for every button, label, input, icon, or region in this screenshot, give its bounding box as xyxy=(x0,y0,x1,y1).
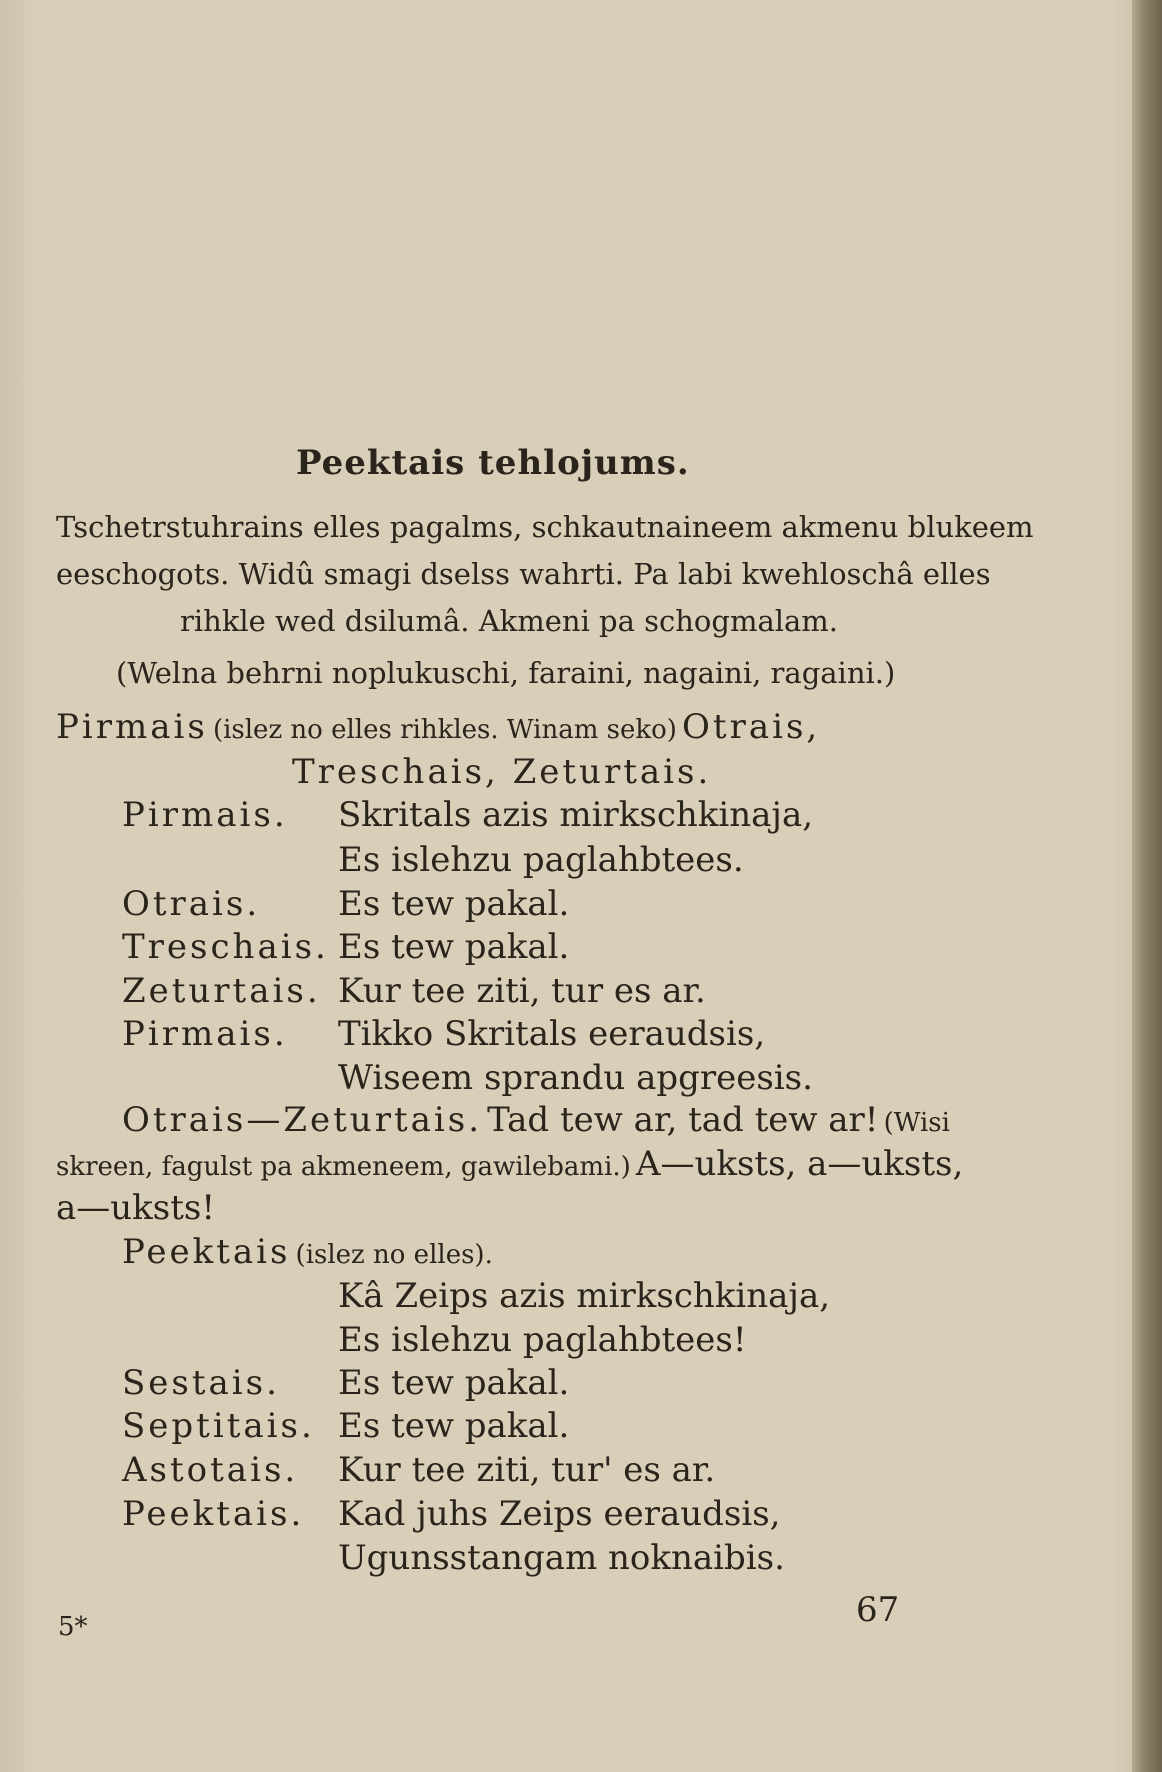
intro-line-1: Tschetrstuhrains elles pagalms, schkautnaineem akmenu blukeem xyxy=(56,510,1034,544)
speaker-name: Zeturtais. xyxy=(122,971,321,1011)
cast-line-2: Treschais, Zeturtais. xyxy=(292,752,712,792)
book-spine xyxy=(1132,0,1162,1772)
intro-line-2: eeschogots. Widû smagi dselss wahrti. Pa labi kwehloschâ elles xyxy=(56,557,991,591)
verse-line: Kad juhs Zeips eeraudsis, xyxy=(338,1494,781,1534)
speaker-name: Peektais xyxy=(122,1232,291,1272)
speaker-name: Treschais. xyxy=(122,927,329,967)
speaker-name: Otrais. xyxy=(122,884,261,924)
speaker-name: Astotais. xyxy=(122,1450,299,1490)
speaker-name: Otrais, xyxy=(682,707,821,747)
chorus-line-2 xyxy=(56,1144,963,1184)
intro-line-3: rihkle wed dsilumâ. Akmeni pa schogmalam. xyxy=(180,604,839,638)
verse-line: Kur tee ziti, tur' es ar. xyxy=(338,1450,716,1490)
verse-line: Es tew pakal. xyxy=(338,1406,570,1446)
verse-line: Es tew pakal. xyxy=(338,927,570,967)
verse-line: Wiseem sprandu apgreesis. xyxy=(338,1058,813,1098)
verse-line: Skritals azis mirkschkinaja, xyxy=(338,795,814,835)
verse-line: Tad tew ar, tad tew ar! xyxy=(487,1100,879,1140)
page-number: 67 xyxy=(856,1590,900,1630)
speaker-name: Pirmais xyxy=(56,707,208,747)
chorus-line xyxy=(122,1100,950,1140)
stage-direction: (Welna behrni noplukuschi, faraini, nagaini, ragaini.) xyxy=(116,656,896,690)
stage-direction-inline: skreen, fagulst pa akmeneem, gawilebami.) xyxy=(56,1152,631,1182)
verse-line: Kâ Zeips azis mirkschkinaja, xyxy=(338,1276,831,1316)
stage-direction-inline: (islez no elles). xyxy=(295,1240,493,1270)
cast-line xyxy=(56,707,820,747)
speaker-name: Peektais. xyxy=(122,1494,305,1534)
speaker-name: Pirmais. xyxy=(122,1014,288,1054)
stage-direction-inline: (Wisi xyxy=(883,1108,950,1138)
page-title: Peektais tehlojums. xyxy=(296,443,690,483)
verse-line: a—uksts! xyxy=(56,1188,215,1228)
verse-line: Es islehzu paglahbtees. xyxy=(338,840,744,880)
signature-mark: 5* xyxy=(58,1612,88,1642)
speaker-name: Septitais. xyxy=(122,1406,315,1446)
stage-direction-inline: (islez no elles rihkles. Winam seko) xyxy=(212,715,677,745)
verse-line: Ugunsstangam noknaibis. xyxy=(338,1538,785,1578)
speaker-name: Pirmais. xyxy=(122,795,288,835)
peektais-line xyxy=(122,1232,493,1272)
speaker-name: Otrais—Zeturtais. xyxy=(122,1100,483,1140)
verse-line: Es islehzu paglahbtees! xyxy=(338,1320,747,1360)
verse-line: Es tew pakal. xyxy=(338,884,570,924)
verse-line: A—uksts, a—uksts, xyxy=(635,1144,964,1184)
speaker-name: Sestais. xyxy=(122,1363,280,1403)
verse-line: Tikko Skritals eeraudsis, xyxy=(338,1014,766,1054)
verse-line: Es tew pakal. xyxy=(338,1363,570,1403)
verse-line: Kur tee ziti, tur es ar. xyxy=(338,971,706,1011)
